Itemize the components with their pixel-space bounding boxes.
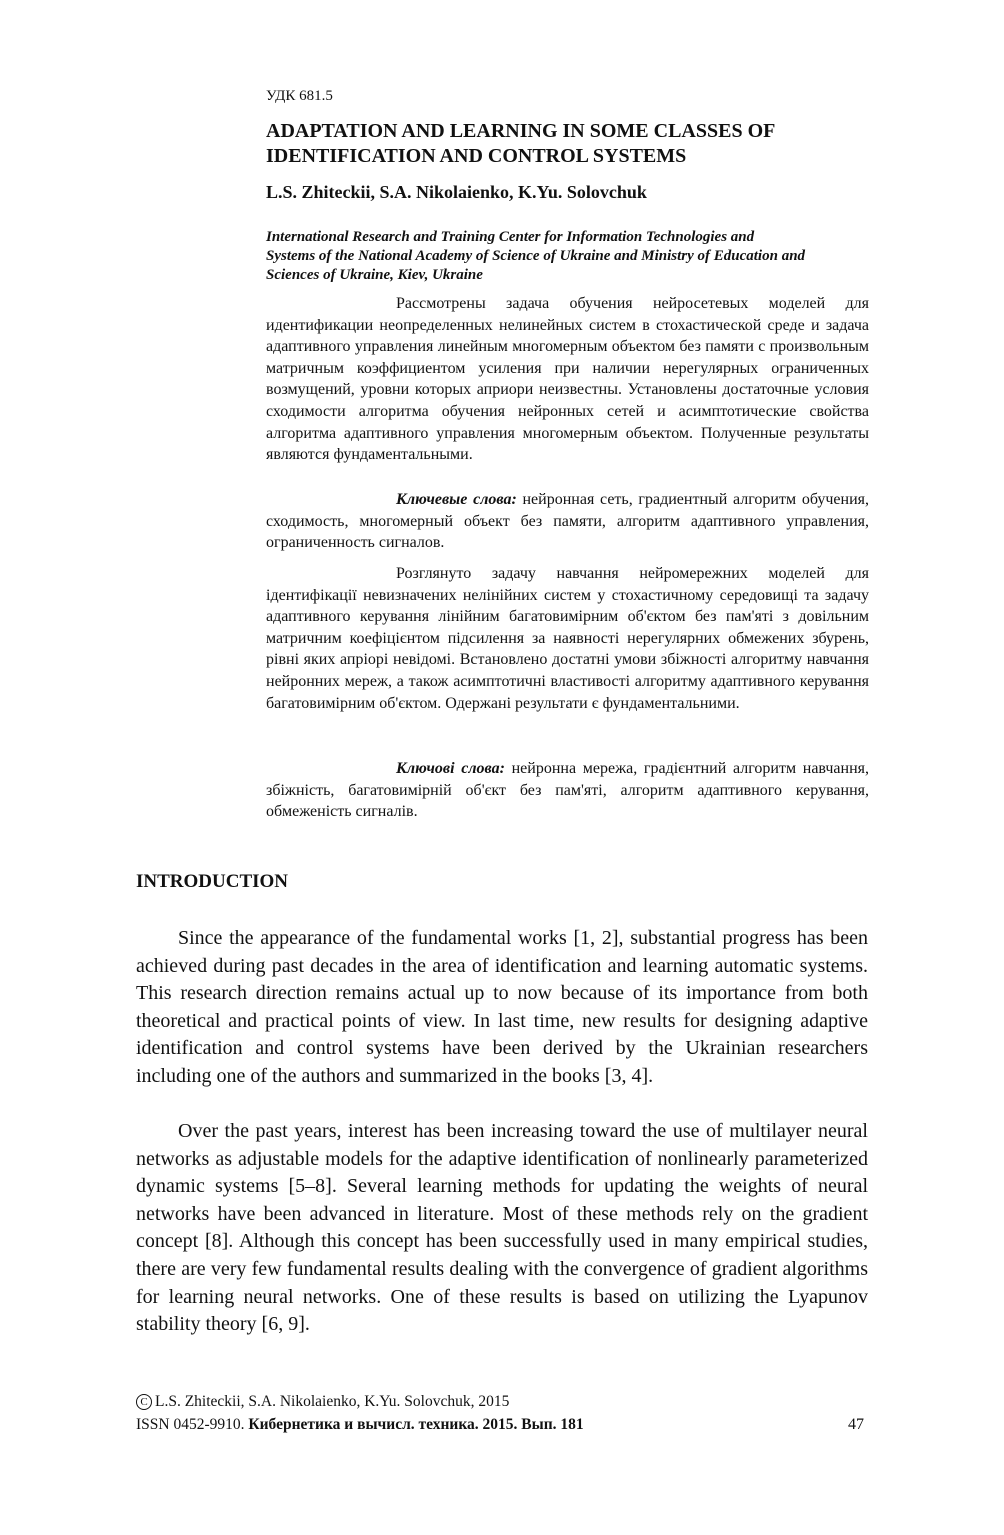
issn-text: ISSN 0452-9910. [136,1416,249,1433]
keywords-russian [266,489,869,554]
copyright-icon: C [136,1394,152,1410]
copyright-line [136,1393,509,1411]
copyright-text: L.S. Zhiteckii, S.A. Nikolaienko, K.Yu. Solovchuk, 2015 [155,1393,510,1410]
authors: L.S. Zhiteckii, S.A. Nikolaienko, K.Yu. Solovchuk [266,182,647,202]
introduction-heading: INTRODUCTION [136,871,289,892]
keywords-ukrainian-label: Ключові слова: [396,760,505,777]
affiliation-line-2: Systems of the National Academy of Science of Ukraine and Ministry of Education and [266,248,806,264]
keywords-ukrainian-text: нейронна мережа, градієнтний алгоритм навчання, збіжність, багатовимірній об'єкт без пам'яті, алгоритм адаптивного керування, обмеженість сигналів. [266,760,870,821]
keywords-ukrainian [266,758,869,823]
udk-code: УДК 681.5 [266,88,333,104]
paper-title [266,119,906,169]
introduction-paragraph-1-text: Since the appearance of the fundamental works [1, 2], substantial progress has been achieved during past decades in the area of identification and learning automatic systems. This research direction remains actual up to now because of its importance from both theoretical and practical points of view. In last time, new results for designing adaptive identification and control systems have been derived by the Ukrainian researchers including one of the authors and summarized in the books [3, 4]. [136,927,868,1087]
abstract-russian-text: Рассмотрены задача обучения нейросетевых моделей для идентификации неопределенных нелинейных систем в стохастической среде и задача адаптивного управления линейным многомерным объектом без памяти с произвольным матричным коэффициентом усиления при наличии нерегулярных ограниченных возмущений, уровни которых априори неизвестны. Установлены достаточные условия сходимости алгоритма обучения нейронных сетей и асимптотические свойства алгоритма адаптивного управления многомерным объектом. Полученные результаты являются фундаментальными. [266,295,869,464]
abstract-ukrainian [266,563,869,714]
introduction-paragraph-1 [136,925,868,1091]
affiliation-line-3: Sciences of Ukraine, Kiev, Ukraine [266,267,483,283]
affiliation [266,228,876,285]
journal-footer [136,1416,584,1434]
abstract-russian [266,293,869,466]
keywords-russian-text: нейронная сеть, градиентный алгоритм обучения, сходимость, многомерный объект без памяти, алгоритм адаптивного управления, ограниченность сигналов. [266,491,869,552]
paper-title-line-1: ADAPTATION AND LEARNING IN SOME CLASSES OF [266,120,776,142]
abstract-ukrainian-text: Розглянуто задачу навчання нейромережних моделей для ідентифікації невизначених нелінійних систем у стохастичному середовищі та задачу адаптивного керування лінійним багатовимірним об'єктом без пам'яті з довільним матричним коефіцієнтом підсилення за наявності нерегулярних обмежених збурень, рівні яких апріорі невідомі. Встановлено достатні умови збіжності алгоритму навчання нейронних мереж, а також асимптотичні властивості алгоритму адаптивного керування багатовимірним об'єктом. Одержані результати є фундаментальними. [266,565,869,712]
introduction-paragraph-2-text: Over the past years, interest has been increasing toward the use of multilayer neural networks as adjustable models for the adaptive identification of nonlinearly parameterized dynamic systems [5–8]. Several learning methods for updating the weights of neural networks have been advanced in literature. Most of these methods rely on the gradient concept [8]. Although this concept has been successfully used in many empirical studies, there are very few fundamental results dealing with the convergence of gradient algorithms for learning neural networks. One of these results is based on utilizing the Lyapunov stability theory [6, 9]. [136,1120,868,1336]
keywords-russian-label: Ключевые слова: [396,491,517,508]
paper-title-line-2: IDENTIFICATION AND CONTROL SYSTEMS [266,145,687,167]
journal-title: Кибернетика и вычисл. техника. 2015. Вып. 181 [248,1416,584,1433]
page-number: 47 [848,1416,864,1433]
introduction-paragraph-2 [136,1118,868,1339]
affiliation-line-1: International Research and Training Center for Information Technologies and [266,229,755,245]
